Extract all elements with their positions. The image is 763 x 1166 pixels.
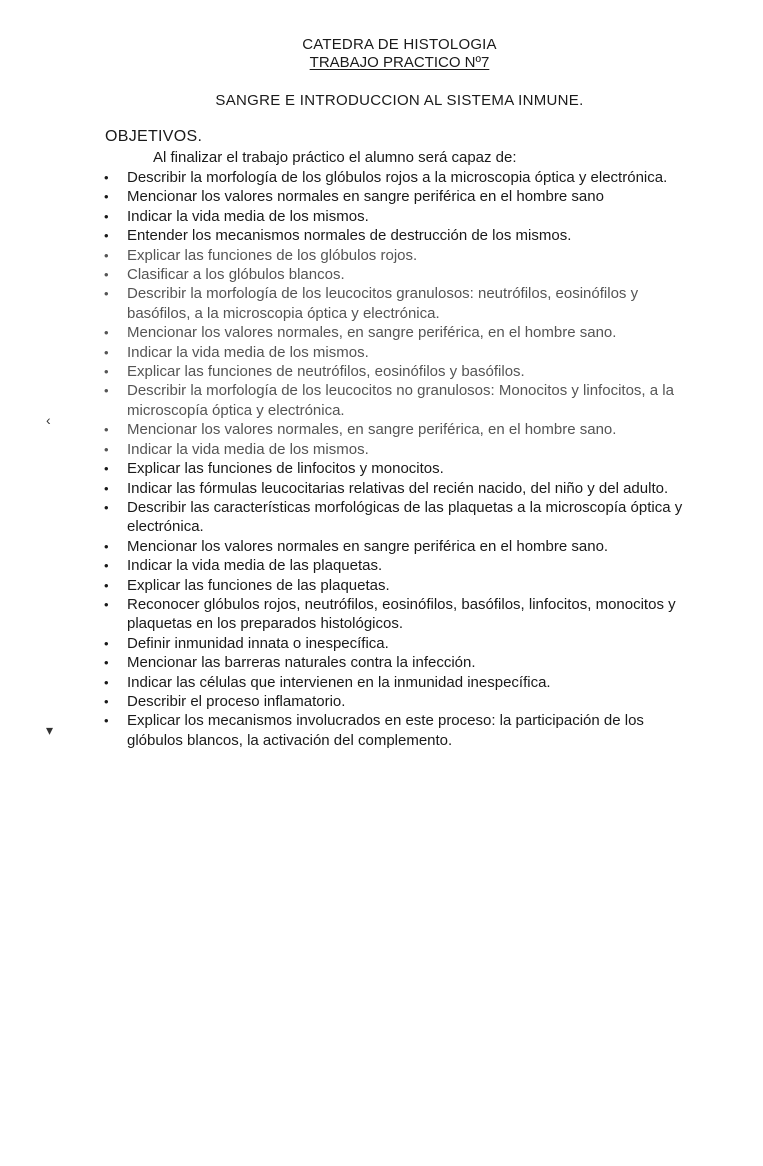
bullet-icon: •: [104, 441, 109, 457]
objective-text: Describir la morfología de los glóbulos rojos a la microscopia óptica y electrónica.: [127, 169, 668, 186]
objective-item: [103, 226, 693, 245]
objective-text: Explicar las funciones de linfocitos y monocitos.: [127, 460, 444, 478]
objective-item: [103, 595, 693, 634]
bullet-icon: •: [104, 558, 109, 574]
objective-item: [103, 362, 693, 381]
objective-item: [103, 459, 693, 478]
bullet-icon: •: [104, 480, 109, 496]
objective-item: [103, 187, 693, 206]
objective-text: Mencionar los valores normales, en sangre periférica, en el hombre sano.: [127, 324, 617, 342]
objective-item: [103, 420, 693, 439]
objective-item: [103, 343, 693, 362]
objective-item: [103, 576, 693, 595]
objective-item: [103, 498, 693, 537]
objectives-intro: Al finalizar el trabajo práctico el alumno será capaz de:: [153, 149, 517, 166]
objective-item: [103, 653, 693, 672]
bullet-icon: •: [104, 383, 109, 399]
objective-item: [103, 207, 693, 226]
scan-mark: ‹: [46, 412, 51, 428]
objective-text: Describir el proceso inflamatorio.: [127, 692, 346, 710]
objective-text: Indicar las fórmulas leucocitarias relativas del recién nacido, del niño y del adulto.: [127, 479, 669, 497]
objective-text: Explicar las funciones de las plaquetas.: [127, 576, 390, 594]
objective-text: Indicar la vida media de los mismos.: [127, 440, 369, 458]
document-subtitle: SANGRE E INTRODUCCION AL SISTEMA INMUNE.: [215, 92, 584, 109]
objective-text: Mencionar los valores normales, en sangre periférica, en el hombre sano.: [127, 421, 617, 439]
objective-item: [103, 265, 693, 284]
bullet-icon: •: [104, 170, 109, 185]
bullet-icon: •: [104, 325, 109, 341]
practice-title: TRABAJO PRACTICO Nº7: [309, 54, 490, 71]
bullet-icon: •: [104, 228, 109, 244]
objective-item: [103, 692, 693, 711]
objective-text: Describir la morfología de los leucocitos granulosos: neutrófilos, eosinófilos y basófilos, a la microscopia óptica y electrónica.: [127, 285, 639, 322]
bullet-icon: •: [104, 344, 109, 360]
objective-item: [103, 168, 693, 187]
bullet-icon: •: [104, 596, 109, 612]
bullet-icon: •: [104, 189, 109, 205]
document-header: [0, 36, 763, 72]
objectives-list: [103, 168, 693, 750]
objective-item: [103, 440, 693, 459]
department-title: CATEDRA DE HISTOLOGIA: [302, 36, 497, 53]
objective-text: Indicar la vida media de los mismos.: [127, 343, 369, 361]
objectives-heading: OBJETIVOS.: [105, 128, 203, 145]
bullet-icon: •: [104, 286, 109, 302]
objective-item: [103, 634, 693, 653]
objective-text: Mencionar las barreras naturales contra la infección.: [127, 654, 476, 672]
objective-text: Clasificar a los glóbulos blancos.: [127, 266, 345, 284]
objective-item: [103, 323, 693, 342]
bullet-icon: •: [104, 693, 109, 709]
bullet-icon: •: [104, 674, 109, 690]
objective-text: Indicar la vida media de las plaquetas.: [127, 557, 383, 575]
objective-item: [103, 673, 693, 692]
objective-text: Explicar los mecanismos involucrados en este proceso: la participación de los glóbulos blancos, la activación del complemento.: [127, 712, 644, 749]
objective-text: Explicar las funciones de los glóbulos rojos.: [127, 246, 418, 264]
bullet-icon: •: [104, 499, 109, 515]
objective-text: Entender los mecanismos normales de destrucción de los mismos.: [127, 227, 572, 245]
objective-item: [103, 556, 693, 575]
objective-text: Describir las características morfológicas de las plaquetas a la microscopía óptica y electrónica.: [127, 498, 683, 536]
objective-item: [103, 381, 693, 420]
bullet-icon: •: [104, 577, 109, 593]
objective-item: [103, 284, 693, 323]
objective-text: Reconocer glóbulos rojos, neutrófilos, eosinófilos, basófilos, linfocitos, monocitos y plaquetas en los preparados histológicos.: [127, 595, 676, 633]
scan-mark: ▾: [46, 722, 54, 738]
bullet-icon: •: [104, 422, 109, 438]
objective-text: Describir la morfología de los leucocitos no granulosos: Monocitos y linfocitos, a la microscopía óptica y electrónica.: [127, 382, 674, 419]
bullet-icon: •: [104, 208, 109, 224]
bullet-icon: •: [104, 713, 109, 729]
objective-text: Mencionar los valores normales en sangre periférica en el hombre sano: [127, 188, 604, 206]
objective-text: Explicar las funciones de neutrófilos, eosinófilos y basófilos.: [127, 363, 525, 381]
objective-item: [103, 246, 693, 265]
bullet-icon: •: [104, 461, 109, 477]
bullet-icon: •: [104, 364, 109, 380]
bullet-icon: •: [104, 655, 109, 671]
bullet-icon: •: [104, 635, 109, 651]
bullet-icon: •: [104, 247, 109, 263]
objective-item: [103, 711, 693, 750]
objective-item: [103, 479, 693, 498]
bullet-icon: •: [104, 267, 109, 283]
objective-text: Mencionar los valores normales en sangre periférica en el hombre sano.: [127, 537, 609, 555]
objective-text: Indicar la vida media de los mismos.: [127, 207, 369, 225]
objective-item: [103, 537, 693, 556]
objective-text: Indicar las células que intervienen en la inmunidad inespecífica.: [127, 673, 551, 691]
objective-text: Definir inmunidad innata o inespecífica.: [127, 634, 389, 652]
bullet-icon: •: [104, 538, 109, 554]
